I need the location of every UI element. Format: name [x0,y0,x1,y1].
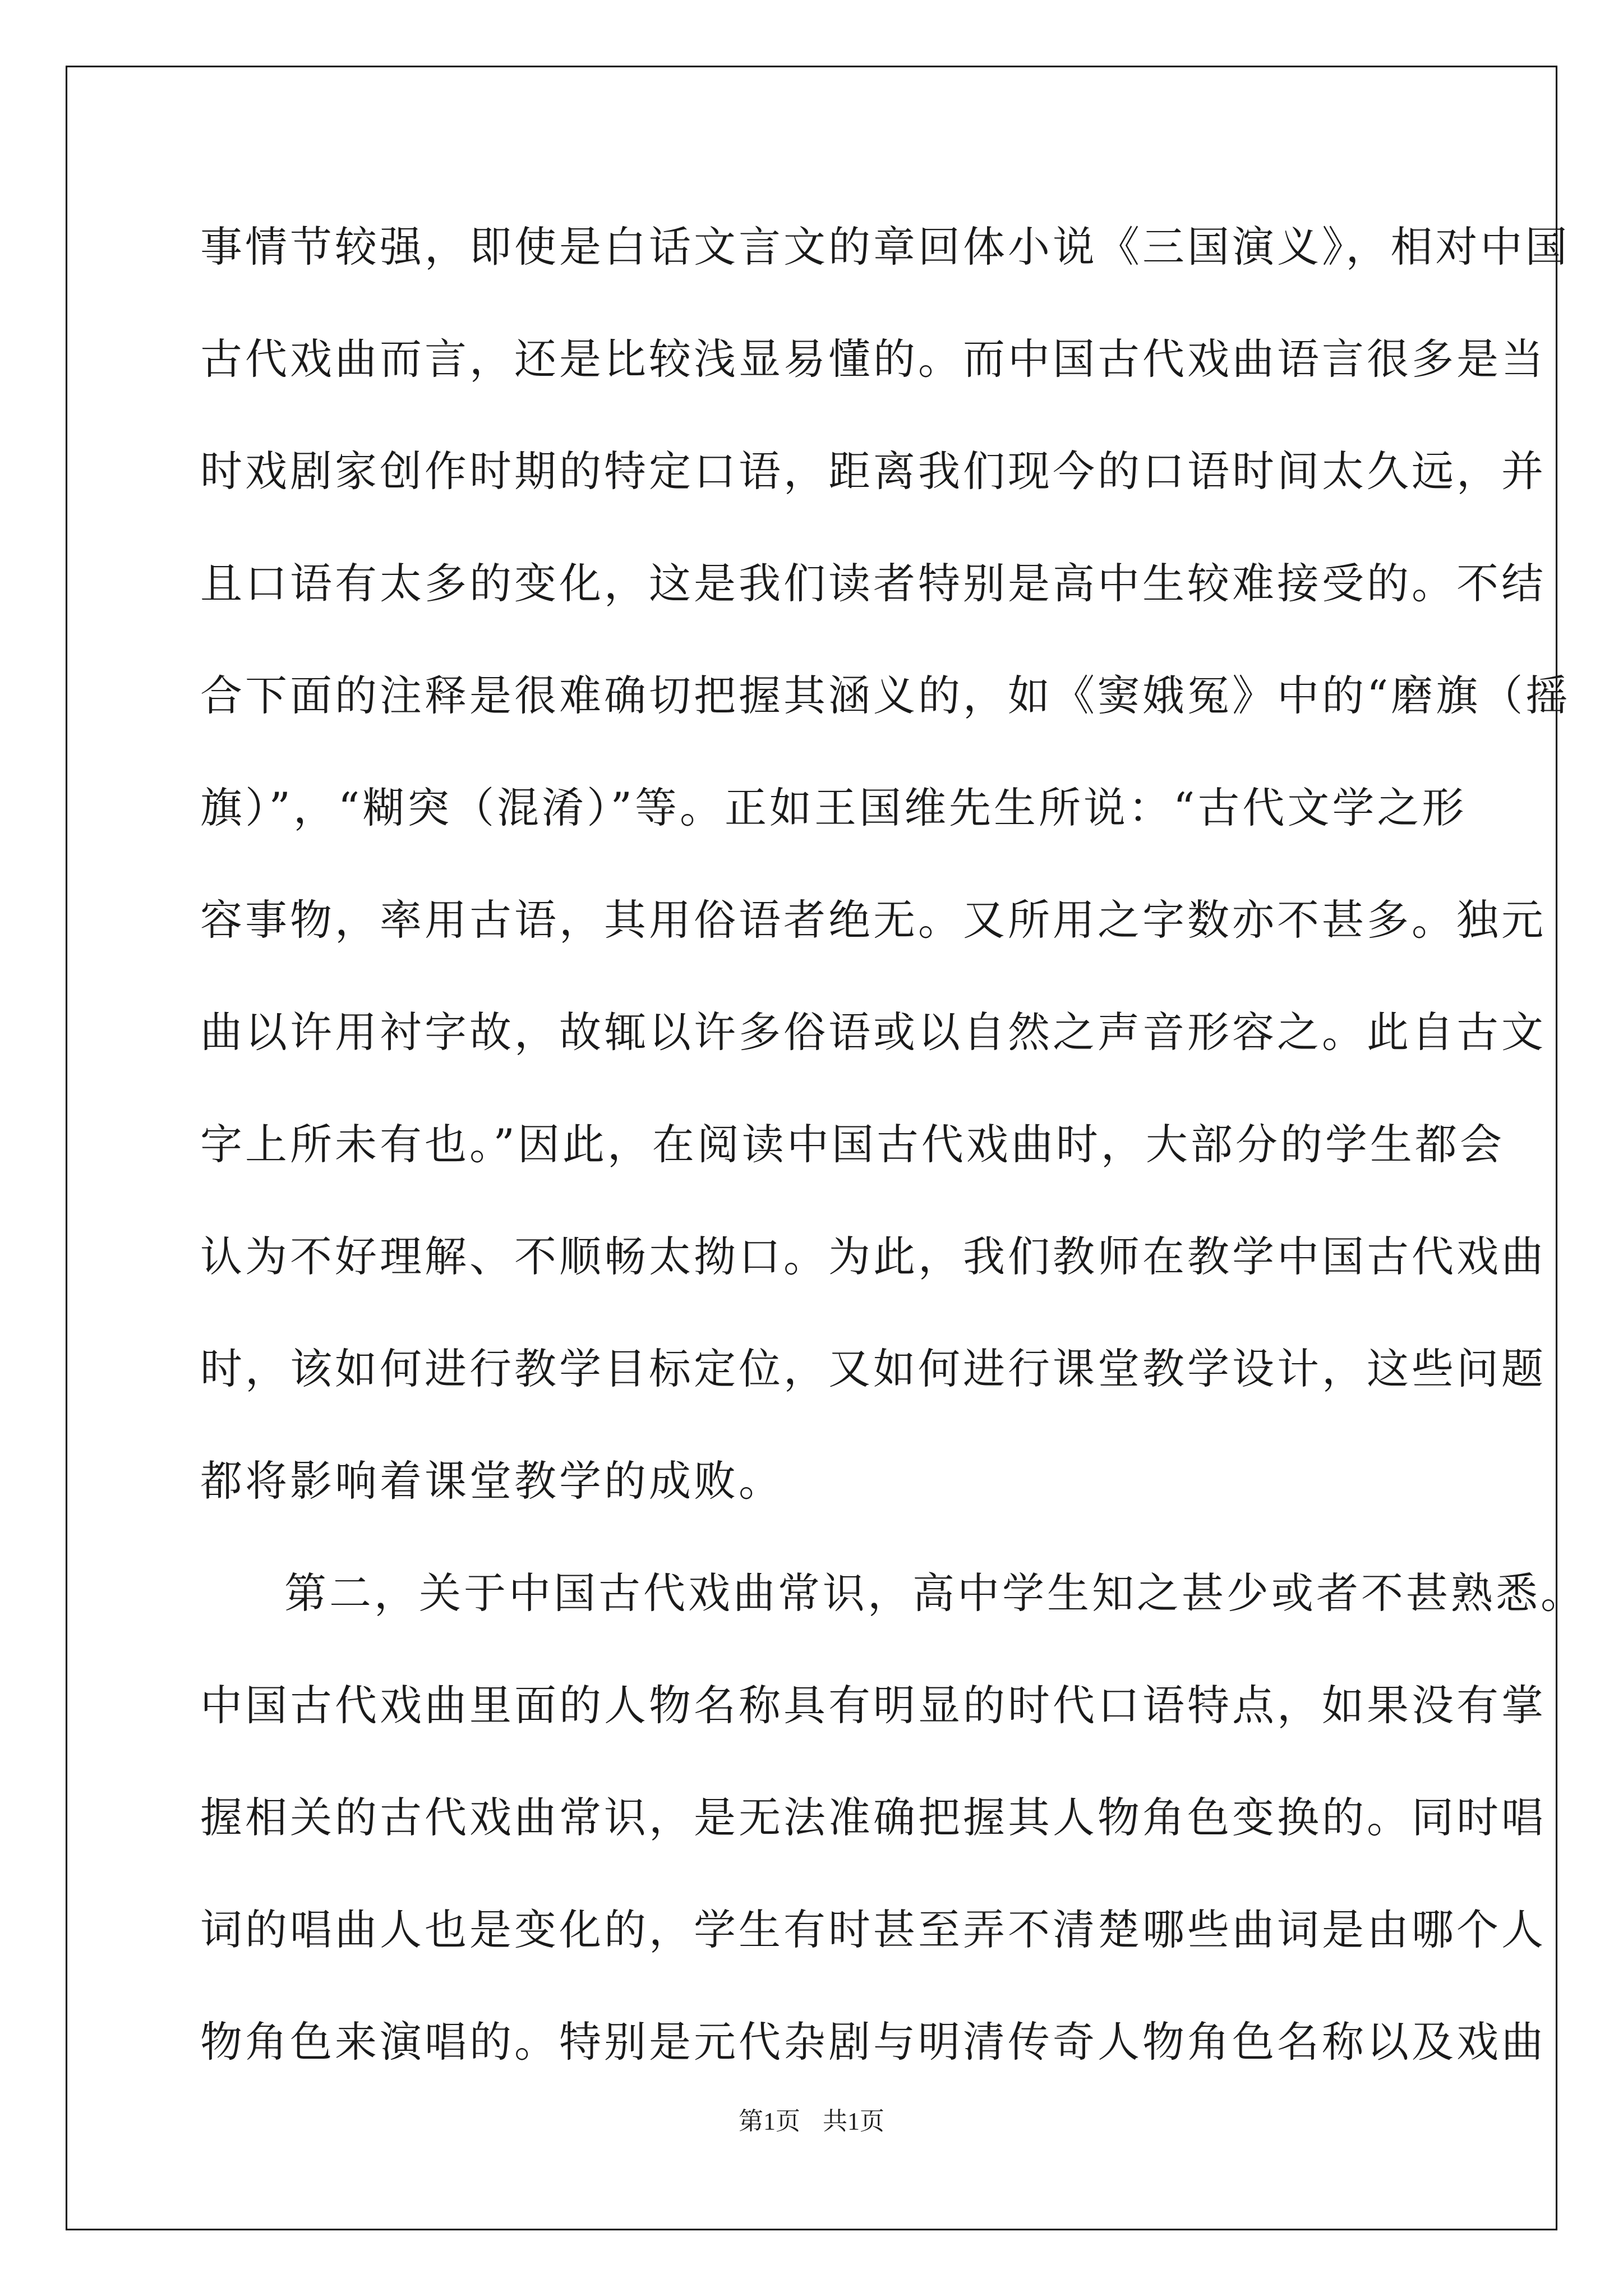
text-line: 词的唱曲人也是变化的，学生有时甚至弄不清楚哪些曲词是由哪个人 [200,1905,1547,1954]
page-footer [0,2101,1623,2137]
page-number: 第1页 [739,2108,800,2135]
text-line: 古代戏曲而言，还是比较浅显易懂的。而中国古代戏曲语言很多是当 [200,334,1547,384]
text-line: 且口语有太多的变化，这是我们读者特别是高中生较难接受的。不结 [200,559,1547,608]
document-body [200,208,1586,2115]
text-line: 握相关的古代戏曲常识，是无法准确把握其人物角色变换的。同时唱 [200,1793,1547,1842]
text-line: 中国古代戏曲里面的人物名称具有明显的时代口语特点，如果没有掌 [200,1681,1547,1730]
text-line: 字上所未有也。”因此，在阅读中国古代戏曲时，大部分的学生都会 [200,1120,1505,1169]
paragraph-start-line: 第二，关于中国古代戏曲常识，高中学生知之甚少或者不甚熟悉。 [284,1568,1586,1618]
text-line: 容事物，率用古语，其用俗语者绝无。又所用之字数亦不甚多。独元 [200,895,1547,945]
text-line: 旗）”，“糊突（混淆）”等。正如王国维先生所说：“古代文学之形 [200,783,1467,832]
page-total: 共1页 [823,2108,884,2135]
text-line: 曲以许用衬字故，故辄以许多俗语或以自然之声音形容之。此自古文 [200,1007,1547,1057]
text-line: 合下面的注释是很难确切把握其涵义的，如《窦娥冤》中的“磨旗（摇 [200,671,1571,720]
text-line: 时，该如何进行教学目标定位，又如何进行课堂教学设计，这些问题 [200,1344,1547,1393]
text-line: 事情节较强，即使是白话文言文的章回体小说《三国演义》，相对中国 [200,222,1570,272]
text-line: 物角色来演唱的。特别是元代杂剧与明清传奇人物角色名称以及戏曲 [200,2017,1547,2067]
text-line: 认为不好理解、不顺畅太拗口。为此，我们教师在教学中国古代戏曲 [200,1232,1547,1281]
text-line: 时戏剧家创作时期的特定口语，距离我们现今的口语时间太久远，并 [200,447,1547,496]
text-line: 都将影响着课堂教学的成败。 [200,1456,784,1506]
